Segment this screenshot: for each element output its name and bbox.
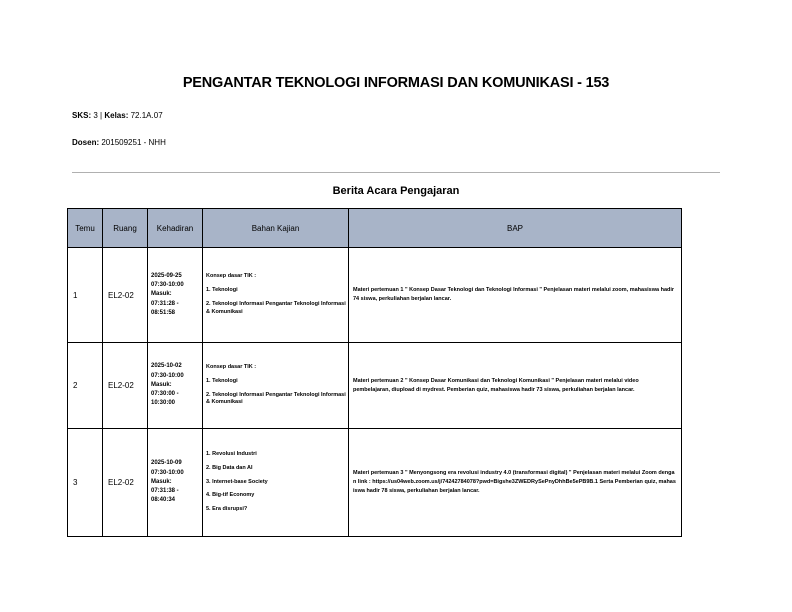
cell-bahan-kajian [203,343,349,429]
bahan-item: 1. Revolusi Industri [206,450,257,457]
cell-ruang: EL2-02 [103,429,148,537]
kelas-label: Kelas: [104,111,129,120]
divider [72,172,720,173]
kehadiran-masuk: Masuk: [151,381,172,388]
kehadiran-date: 2025-09-25 [151,272,182,279]
section-title: Berita Acara Pengajaran [332,185,460,197]
kehadiran-in: 07:31:38 - [151,488,179,495]
kehadiran-out: 10:30:00 [151,400,176,407]
header-temu: Temu [68,209,103,248]
cell-bahan-kajian [203,429,349,537]
sks-value: 3 [93,111,98,120]
bahan-item: 3. Internet-base Society [206,478,268,485]
bahan-item: Konsep dasar TIK : [206,363,257,370]
header-ruang: Ruang [103,209,148,248]
kehadiran-masuk: Masuk: [151,291,172,298]
kehadiran-time: 07:30-10:00 [151,372,184,379]
bahan-item: 4. Big-tif Economy [206,492,255,499]
header-kehadiran: Kehadiran [148,209,203,248]
sks-kelas-line [72,111,163,120]
kelas-value: 72.1A.07 [130,111,163,120]
table-row [68,429,682,537]
bahan-item: 1. Teknologi [206,377,238,384]
table-row [68,343,682,429]
cell-ruang: EL2-02 [103,343,148,429]
bahan-item: 1. Teknologi [206,287,238,294]
cell-bap: Materi pertemuan 3 " Menyongsong era revolusi industry 4.0 (transformasi digital) " Penjelasan materi melalui Zoom dengan link : https://us04web.zoom.us/j/74242784078?pwd=Bigshe3ZWEDRySePnyDhhBe5ePB9B.1 Serta Pemberian quiz, mahasiswa hadir 78 siswa, perkuliahan berjalan lancar. [349,429,682,537]
dosen-value: 201509251 - NHH [101,138,166,147]
bahan-item: 2. Big Data dan AI [206,464,253,471]
bahan-item: 2. Teknologi Informasi Pengantar Teknologi Informasi & Komunikasi [206,301,346,315]
cell-ruang: EL2-02 [103,248,148,343]
table-row [68,248,682,343]
kehadiran-masuk: Masuk: [151,478,172,485]
cell-temu: 1 [68,248,103,343]
bahan-item: 2. Teknologi Informasi Pengantar Teknologi Informasi & Komunikasi [206,391,346,406]
cell-kehadiran [148,343,203,429]
kehadiran-date: 2025-10-02 [151,363,182,370]
separator: | [100,111,103,120]
header-bahan-kajian: Bahan Kajian [203,209,349,248]
table-header-row [68,209,682,248]
kehadiran-in: 07:30:00 - [151,391,179,398]
kehadiran-date: 2025-10-09 [151,460,182,467]
cell-bap: Materi pertemuan 1 " Konsep Dasar Teknologi dan Teknologi Informasi " Penjelasan materi melalui zoom, mahasiswa hadir 74 siswa, perkuliahan berjalan lancar. [349,248,682,343]
sks-label: SKS: [72,111,92,120]
kehadiran-out: 08:51:58 [151,309,176,316]
bap-table [67,208,682,537]
dosen-line [72,138,166,147]
kehadiran-time: 07:30-10:00 [151,282,184,289]
kehadiran-out: 08:40:34 [151,497,176,504]
dosen-label: Dosen: [72,138,100,147]
cell-kehadiran [148,429,203,537]
cell-temu: 3 [68,429,103,537]
cell-temu: 2 [68,343,103,429]
header-bap: BAP [349,209,682,248]
cell-kehadiran [148,248,203,343]
kehadiran-time: 07:30-10:00 [151,469,184,476]
bahan-item: 5. Era disrupsi? [206,506,248,513]
bahan-item: Konsep dasar TIK : [206,273,257,280]
cell-bahan-kajian [203,248,349,343]
cell-bap: Materi pertemuan 2 " Konsep Dasar Komunikasi dan Teknologi Komunikasi " Penjelasan materi melalui video pembelajaran, diupload di mydrest. Pemberian quiz, mahasiswa hadir 73 siswa, perkuliahan berjalan lancar. [349,343,682,429]
kehadiran-in: 07:31:28 - [151,300,179,307]
page-title: PENGANTAR TEKNOLOGI INFORMASI DAN KOMUNIKASI - 153 [182,75,610,91]
